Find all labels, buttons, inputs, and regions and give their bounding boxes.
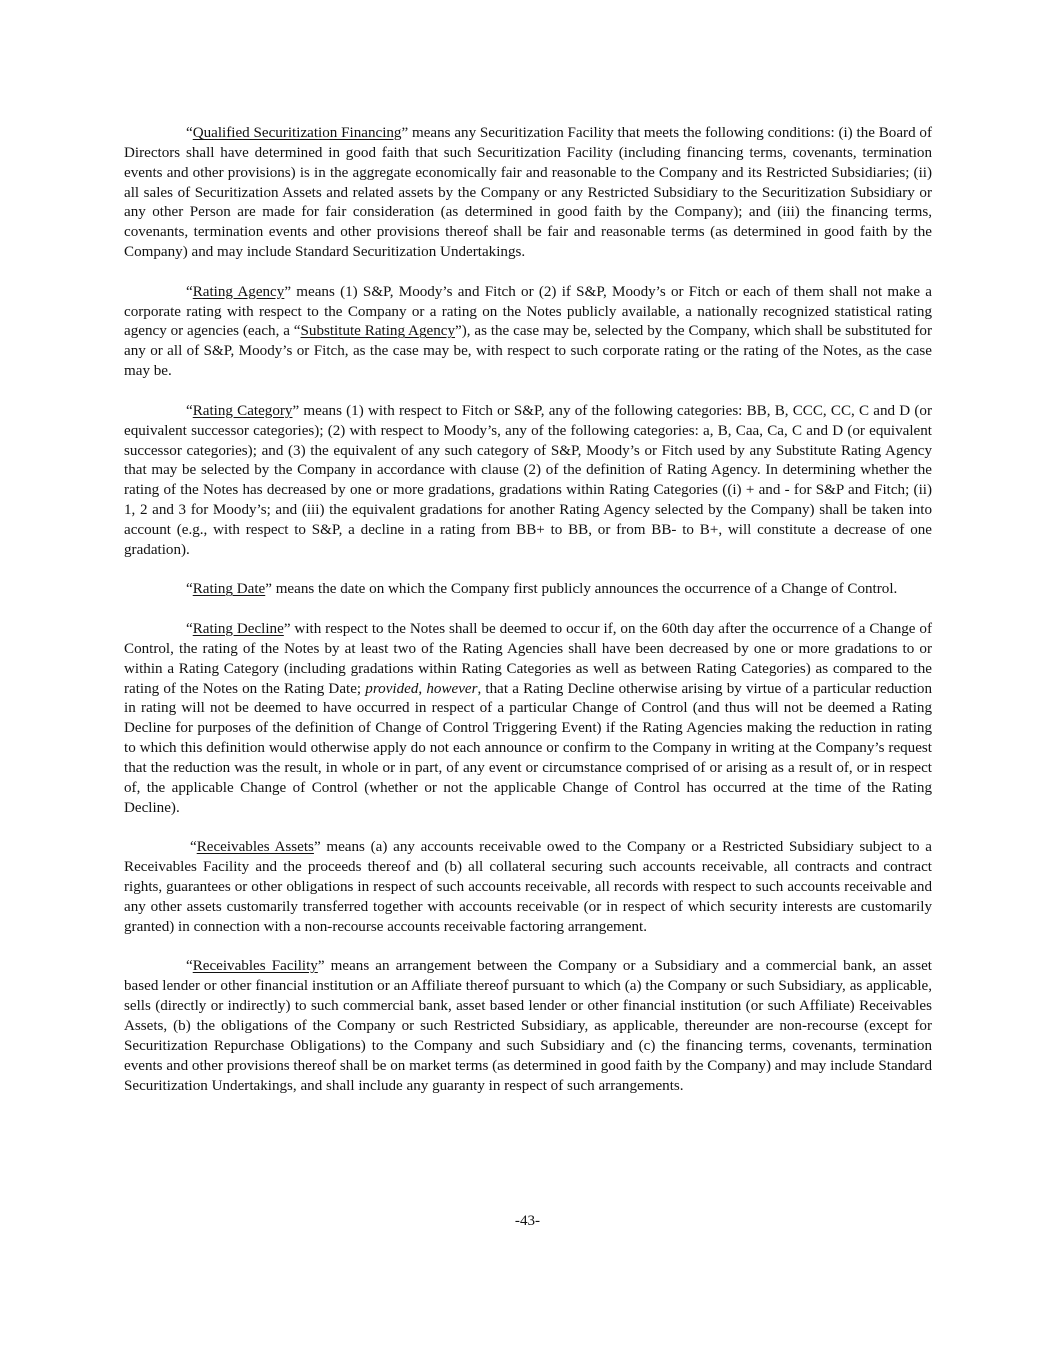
definition-receivables-assets	[124, 838, 932, 937]
defined-term: Rating Date	[192, 581, 266, 598]
definition-rating-agency	[124, 283, 932, 382]
definition-text: ” means any Securitization Facility that meets the following conditions: (i) the Board of Directors shall have determined in good faith that such Securitization Facility (including financing terms, covenants, termination events and other provisions) is in the aggregate economically fair and reasonable to the Company and its Restricted Subsidiaries; (ii) all sales of Securitization Assets and related assets by the Company or any Restricted Subsidiary to the Securitization Subsidiary or any other Person are made for fair consideration (as determined in good faith by the Company); and (iii) the financing terms, covenants, termination events and other provisions thereof shall be fair and reasonable terms (as determined in good faith by the Company) and may include Standard Securitization Undertakings.	[124, 125, 932, 261]
definition-text-continued: ”), as the case may be, selected by the Company, which shall be substituted for any or all of S&P, Moody’s or Fitch, as the case may be, with respect to such corporate rating or the rating of the Notes, as the case may be.	[124, 323, 933, 380]
definition-receivables-facility	[124, 957, 932, 1096]
defined-term: Qualified Securitization Financing	[192, 125, 402, 141]
definition-qualified-securitization-financing	[124, 124, 932, 263]
defined-term: Receivables Assets	[196, 839, 314, 856]
defined-term-substitute-rating-agency: Substitute Rating Agency	[300, 323, 455, 340]
open-quote: “	[186, 125, 193, 141]
document-page	[124, 124, 932, 1116]
open-quote: “	[190, 839, 197, 856]
open-quote: “	[186, 581, 193, 598]
separator: ,	[418, 680, 427, 697]
defined-term: Rating Decline	[192, 621, 284, 638]
definition-text: ” means an arrangement between the Company or a Subsidiary and a commercial bank, an asset based lender or other financial institution or an Affiliate thereof pursuant to which (a) the Company or such Subsidiary, as applicable, sells (directly or indirectly) to such commercial bank, asset based lender or other financial institution (or such Affiliate) Receivables Assets, (b) the obligations of the Company or such Restricted Subsidiary, as applicable, thereunder are non-recourse (except for Securitization Repurchase Obligations) to the Company and such Subsidiary and (c) the financing terms, covenants, termination events and other provisions thereof shall be on market terms (as determined in good faith by the Company) and may include Standard Securitization Undertakings, and shall include any guaranty in respect of such arrangements.	[124, 958, 932, 1094]
definition-rating-category	[124, 402, 932, 561]
definition-text: ” means (1) S&P, Moody’s and Fitch or (2) if S&P, Moody’s or Fitch or each of them shall not make a corporate rating with respect to the Company or a rating on the Notes publicly available, a nationally recognized statistical rating agency or agencies (each, a “	[124, 283, 932, 340]
page-number: -43-	[514, 1213, 541, 1229]
definition-rating-decline	[124, 620, 932, 818]
italic-provided: provided	[365, 680, 419, 697]
italic-however: however	[426, 680, 478, 697]
definition-text: ” with respect to the Notes shall be deemed to occur if, on the 60th day after the occurrence of a Change of Control, the rating of the Notes by at least two of the Rating Agencies shall have been decreased by one or more gradations to or within a Rating Category (including gradations within Rating Categories as well as between Rating Categories) as compared to the rating of the Notes on the Rating Date;	[124, 621, 933, 697]
defined-term: Rating Agency	[192, 283, 285, 300]
definition-text-continued: , that a Rating Decline otherwise arising by virtue of a particular reduction in rating will not be deemed to have occurred in respect of a particular Change of Control (and thus will not be deemed a Rating Decline for purposes of the definition of Change of Control Triggering Event) if the Rating Agencies making the reduction in rating to which this definition would otherwise apply do not each announce or confirm to the Company in writing at the Company’s request that the reduction was the result, in whole or in part, of any event or circumstance comprised of or arising as a result of, or in respect of, the applicable Change of Control (whether or not the applicable Change of Control has occurred at the time of the Rating Decline).	[124, 680, 933, 816]
definition-text: ” means (a) any accounts receivable owed to the Company or a Restricted Subsidiary subject to a Receivables Facility and the proceeds thereof and (b) all collateral securing such accounts receivable, all contracts and contract rights, guarantees or other obligations in respect of such accounts receivable, all records with respect to such accounts receivable and any other assets customarily transferred together with accounts receivable (or in respect of which security interests are customarily granted) in connection with a non-recourse accounts receivable factoring arrangement.	[124, 839, 932, 935]
definition-text: ” means the date on which the Company first publicly announces the occurrence of a Change of Control.	[265, 581, 898, 598]
open-quote: “	[186, 283, 193, 300]
open-quote: “	[186, 621, 193, 638]
definition-text: ” means (1) with respect to Fitch or S&P, any of the following categories: BB, B, CCC, CC, C and D (or equivalent successor categories); (2) with respect to Moody’s, any of the following categories: a, B, Caa, Ca, C and D (or equivalent successor categories); and (3) the equivalent of any such category of S&P, Moody’s or Fitch used by any Substitute Rating Agency that may be selected by the Company in accordance with clause (2) of the definition of Rating Agency. In determining whether the rating of the Notes has decreased by one or more gradations, gradations within Rating Categories ((i) + and - for S&P and Fitch; (ii) 1, 2 and 3 for Moody’s; and (iii) the equivalent gradations for another Rating Agency selected by the Company) shall be taken into account (e.g., with respect to S&P, a decline in a rating from BB+ to BB, or from BB- to B+, will constitute a decrease of one gradation).	[124, 402, 932, 558]
open-quote: “	[186, 958, 193, 975]
definition-rating-date	[124, 580, 932, 600]
open-quote: “	[186, 402, 193, 419]
defined-term: Receivables Facility	[192, 958, 318, 975]
defined-term: Rating Category	[192, 402, 293, 419]
